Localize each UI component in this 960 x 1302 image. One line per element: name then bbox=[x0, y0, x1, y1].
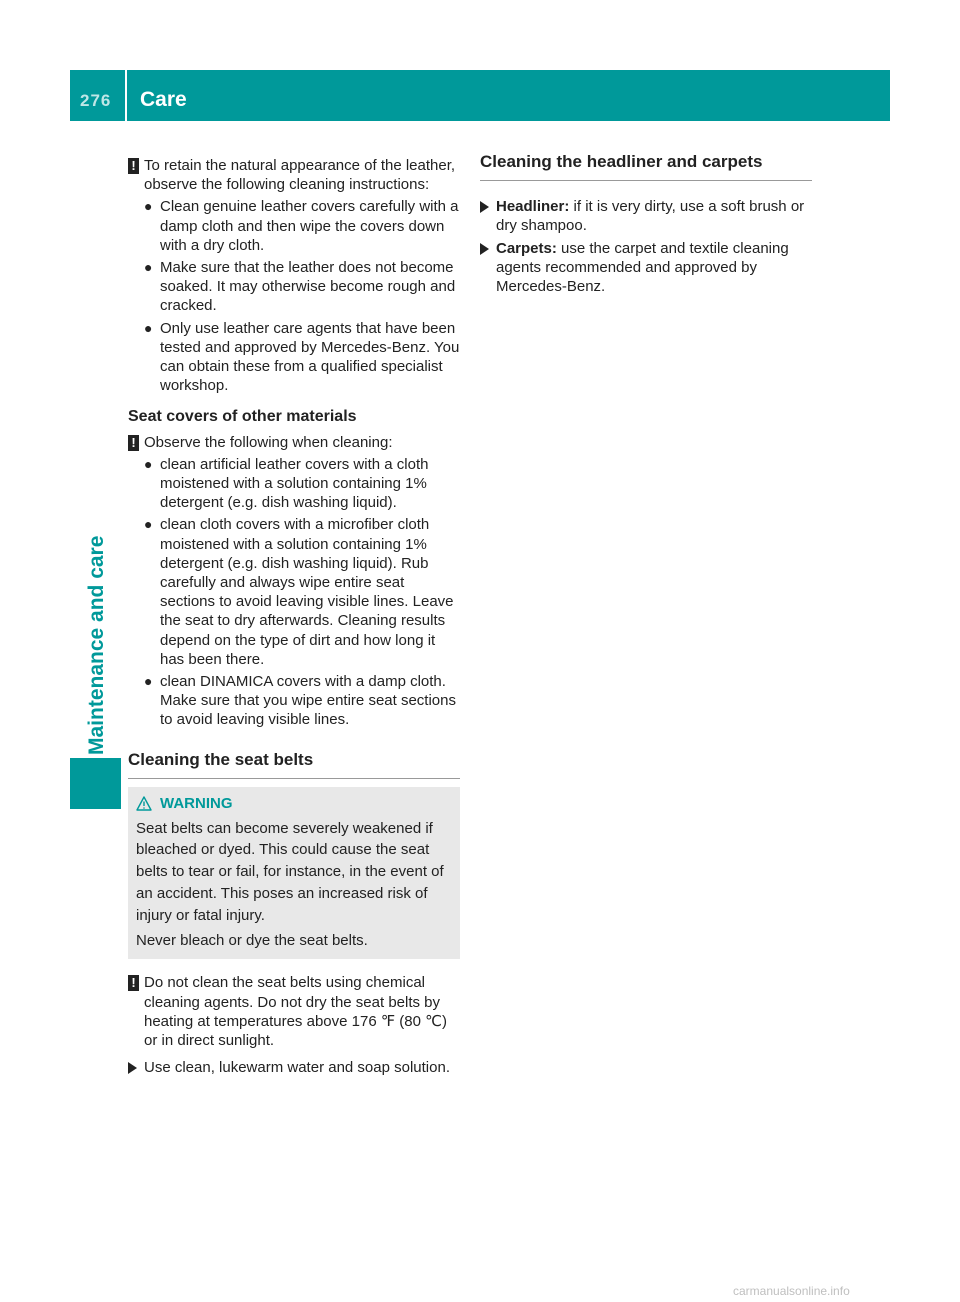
bullet-icon: ● bbox=[144, 319, 153, 336]
exclamation-icon: ! bbox=[128, 158, 139, 174]
notice-seat-covers bbox=[128, 433, 460, 452]
instruction-step bbox=[128, 1058, 460, 1077]
list-item: ● clean artificial leather covers with a cloth moistened with a solution containing 1% detergent (e.g. dish washing liquid). bbox=[144, 455, 429, 512]
step-term: Headliner: bbox=[496, 198, 570, 216]
exclamation-icon: ! bbox=[128, 975, 139, 991]
warning-triangle-icon bbox=[136, 796, 152, 811]
list-item: ● clean DINAMICA covers with a damp cloth. Make sure that you wipe entire seat sections to avoid leaving visible lines. bbox=[144, 673, 456, 729]
notice-text: Observe the following when cleaning: bbox=[144, 433, 393, 451]
list-item: ● Only use leather care agents that have been tested and approved by Mercedes-Benz. You can obtain these from a qualified specialist workshop. bbox=[144, 319, 460, 395]
warning-label: WARNING bbox=[160, 794, 233, 812]
notice-text: To retain the natural appearance of the leather, observe the following cleaning instructions: bbox=[144, 157, 456, 194]
warning-box bbox=[128, 787, 460, 960]
step-text: Use clean, lukewarm water and soap solution. bbox=[144, 1059, 450, 1077]
bullet-icon: ● bbox=[144, 259, 153, 276]
exclamation-icon: ! bbox=[128, 435, 139, 451]
section-heading: Cleaning the seat belts bbox=[128, 750, 460, 779]
notice-text: Do not clean the seat belts using chemical cleaning agents. Do not dry the seat belts by heating at temperatures above 176 ℉ (80 ℃) or in direct sunlight. bbox=[144, 974, 447, 1050]
bullet-icon: ● bbox=[144, 516, 153, 533]
step-text: if it is very dirty, use a soft brush or dry shampoo. bbox=[496, 198, 805, 235]
list-item: ● Make sure that the leather does not become soaked. It may otherwise become rough and cracked. bbox=[144, 259, 456, 315]
right-column bbox=[480, 152, 812, 296]
section-heading: Cleaning the headliner and carpets bbox=[480, 152, 812, 181]
step-text: use the carpet and textile cleaning agents recommended and approved by Mercedes-Benz. bbox=[496, 239, 789, 296]
instruction-step bbox=[480, 239, 812, 297]
step-arrow-icon bbox=[128, 1062, 137, 1074]
list-item: ● clean cloth covers with a microfiber cloth moistened with a solution containing 1% detergent (e.g. dish washing liquid). Rub carefully and always wipe entire seat sections to avoid leaving visible lines. Leave the seat to dry afterwards. Cleaning results depend on the type of dirt and how long it has been there. bbox=[144, 516, 454, 668]
warning-text: Seat belts can become severely weakened if bleached or dyed. This could cause the seat belts to tear or fail, for instance, in the event of an accident. This poses an increased risk of injury or fatal injury. bbox=[136, 819, 444, 924]
warning-instruction: Never bleach or dye the seat belts. bbox=[136, 931, 368, 949]
bullet-icon: ● bbox=[144, 198, 153, 215]
bullet-list bbox=[128, 197, 460, 395]
list-item: ● Clean genuine leather covers carefully with a damp cloth and then wipe the covers down with a dry cloth. bbox=[144, 198, 459, 254]
instruction-step bbox=[480, 197, 812, 235]
side-tab-marker bbox=[70, 758, 121, 809]
notice-leather bbox=[128, 156, 460, 194]
side-tab-label: Maintenance and care bbox=[85, 535, 108, 755]
header-divider bbox=[125, 70, 127, 121]
bullet-icon: ● bbox=[144, 673, 153, 690]
page-number: 276 bbox=[80, 91, 112, 110]
bullet-icon: ● bbox=[144, 455, 153, 472]
left-column bbox=[128, 156, 460, 1077]
page-title: Care bbox=[140, 88, 187, 111]
watermark: carmanualsonline.info bbox=[733, 1284, 850, 1298]
step-arrow-icon bbox=[480, 243, 489, 255]
notice-seat-belts bbox=[128, 973, 460, 1050]
warning-header bbox=[136, 793, 452, 815]
step-term: Carpets: bbox=[496, 239, 557, 257]
header-bar bbox=[70, 70, 890, 121]
bullet-list bbox=[128, 455, 460, 730]
section-heading: Seat covers of other materials bbox=[128, 408, 357, 426]
step-arrow-icon bbox=[480, 201, 489, 213]
